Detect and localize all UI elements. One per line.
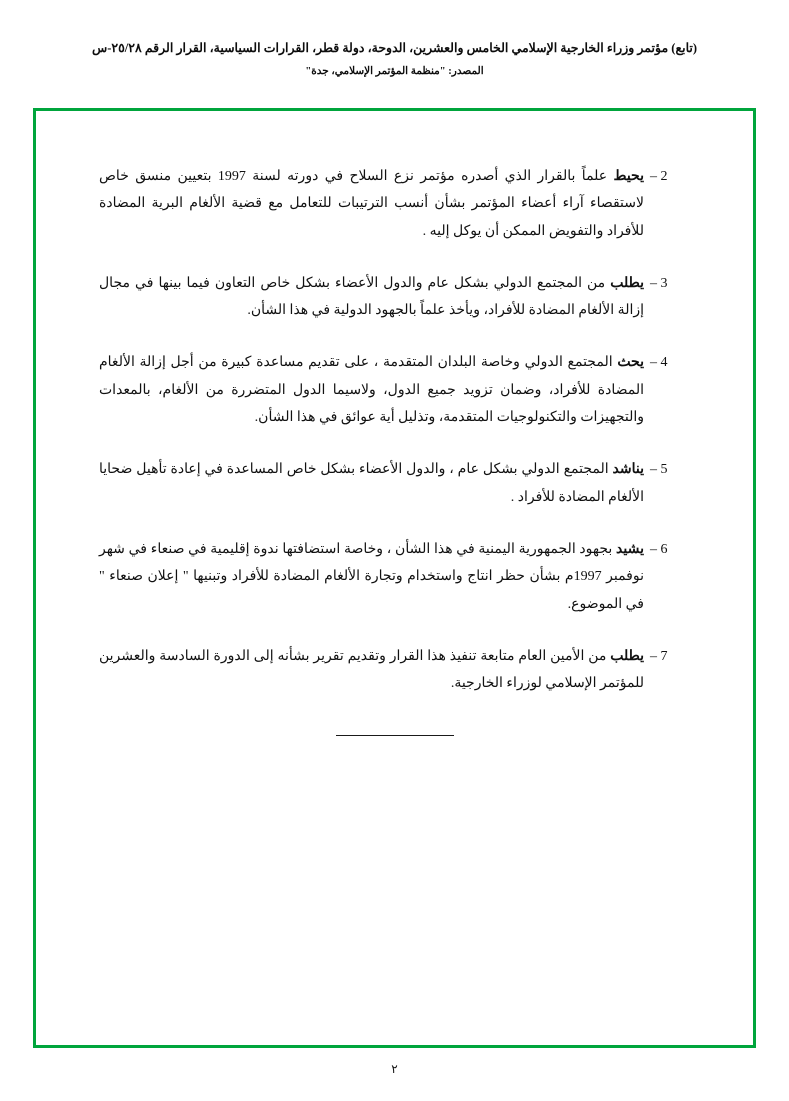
- clause-number: 5 –: [650, 462, 668, 478]
- clause-lead-word: يحث: [617, 355, 644, 371]
- clause-lead-word: يطلب: [610, 275, 644, 291]
- clause-number: 3 –: [650, 275, 668, 291]
- clause-item: [99, 163, 690, 245]
- clause-lead-word: يطلب: [610, 648, 644, 664]
- header-source: المصدر: "منظمة المؤتمر الإسلامي، جدة": [305, 65, 484, 77]
- clause-item: [99, 349, 690, 431]
- clause-item: [99, 536, 690, 618]
- clause-body-text: علماً بالقرار الذي أصدره مؤتمر نزع السلاح في دورته لسنة 1997 بتعيين منسق خاص لاستقصاء آراء أعضاء المؤتمر بشأن أنسب الترتيبات للتعامل مع قضية الألغام البرية المضادة للأفراد والتفويض الممكن أن يوكل إليه .: [99, 169, 644, 239]
- clause-body-text: المجتمع الدولي وخاصة البلدان المتقدمة ، على تقديم مساعدة كبيرة من أجل إزالة الألغام المضادة للأفراد، وضمان تزويد جميع الدول، ولاسيما الدول المتضررة من الألغام، بالمعدات والتجهيزات والتكنولوجيات المتقدمة، وتذليل أية عوائق في هذا الشأن.: [99, 355, 644, 426]
- clause-text: [99, 456, 644, 511]
- end-divider-wrapper: [99, 723, 690, 741]
- clause-number: 7 –: [650, 648, 668, 664]
- end-divider: [336, 735, 454, 736]
- clause-body-text: من الأمين العام متابعة تنفيذ هذا القرار وتقديم تقرير بشأنه إلى الدورة السادسة والعشرين للمؤتمر الإسلامي لوزراء الخارجية.: [99, 648, 644, 692]
- clause-lead-word: يناشد: [612, 462, 644, 478]
- page-header: [0, 40, 789, 77]
- clause-text: [99, 536, 644, 618]
- clause-body-text: بجهود الجمهورية اليمنية في هذا الشأن ، وخاصة استضافتها ندوة إقليمية في صنعاء في شهر نوفمبر 1997م بشأن حظر انتاج واستخدام وتجارة الألغام المضادة للأفراد وتبنيها " إعلان صنعاء " في الموضوع.: [99, 541, 644, 612]
- clause-text: [99, 349, 644, 431]
- clause-list: [99, 163, 690, 741]
- clause-text: [99, 643, 644, 698]
- clause-lead-word: يشيد: [616, 541, 644, 557]
- header-title: (تابع) مؤتمر وزراء الخارجية الإسلامي الخامس والعشرين، الدوحة، دولة قطر، القرارات السياسية، القرار الرقم ٢٥/٢٨-س: [91, 41, 698, 55]
- clause-lead-word: يحيط: [613, 169, 644, 184]
- clause-body-text: من المجتمع الدولي بشكل عام والدول الأعضاء بشكل خاص التعاون فيما بينها في مجال إزالة الألغام المضادة للأفراد، ويأخذ علماً بالجهود الدولية في هذا الشأن.: [99, 275, 644, 319]
- clause-body-text: المجتمع الدولي بشكل عام ، والدول الأعضاء بشكل خاص المساعدة في إعادة تأهيل ضحايا الألغام المضادة للأفراد .: [99, 462, 644, 505]
- clause-item: [99, 456, 690, 511]
- clause-item: [99, 643, 690, 698]
- clause-item: [99, 270, 690, 325]
- green-border-frame: [33, 108, 756, 1048]
- clause-number: 6 –: [650, 541, 668, 557]
- page-number: ٢: [391, 1062, 398, 1076]
- clause-number: 2 –: [650, 169, 668, 184]
- clause-number: 4 –: [650, 355, 668, 371]
- clause-text: [99, 163, 644, 245]
- clause-text: [99, 270, 644, 325]
